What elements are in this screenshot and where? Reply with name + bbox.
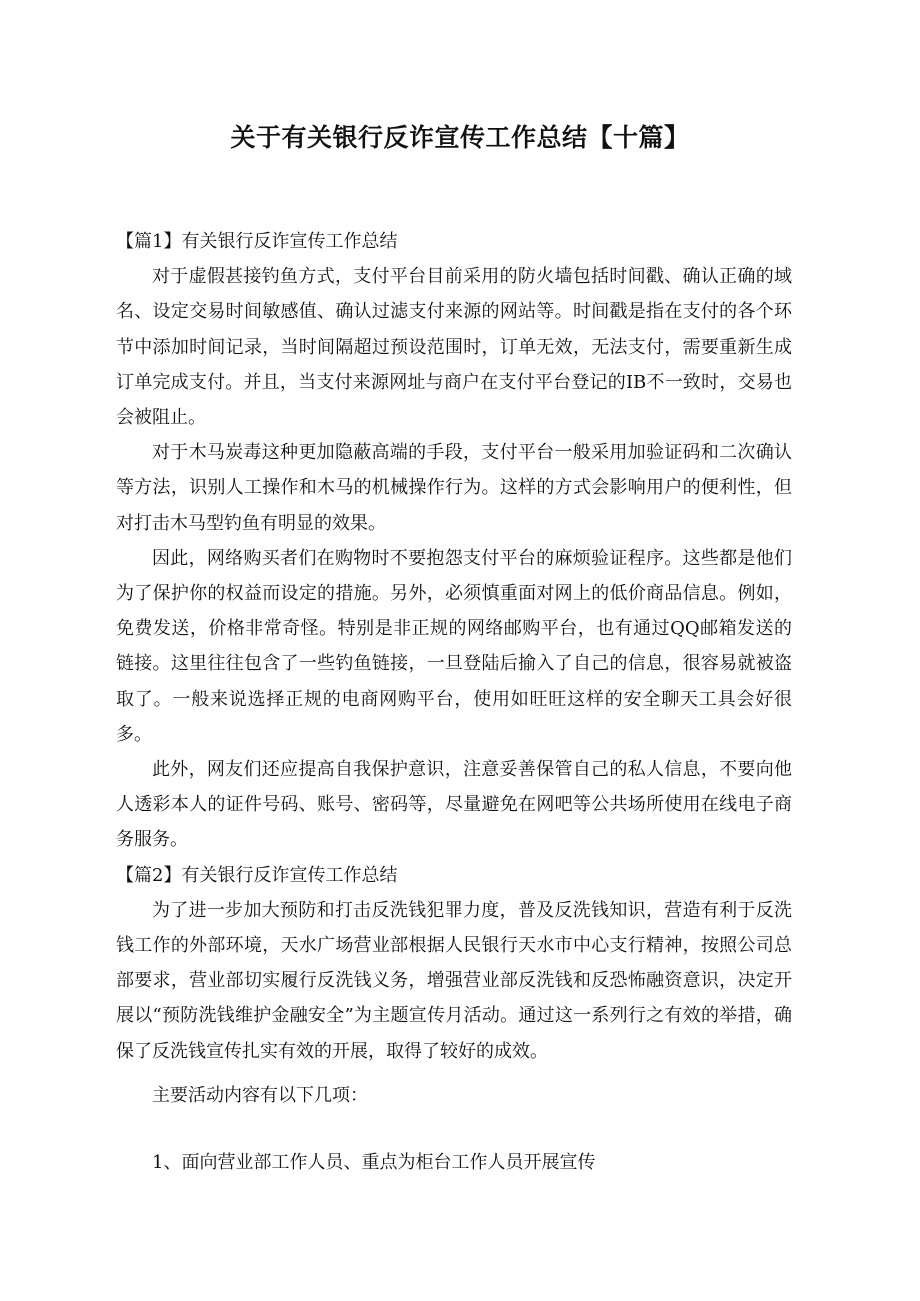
section-2 xyxy=(116,858,792,1181)
list-item: 1、面向营业部工作人员、重点为柜台工作人员开展宣传 xyxy=(152,1152,596,1174)
paragraph: 因此，网络购买者们在购物时不要抱怨支付平台的麻烦验证程序。这些都是他们为了保护你的权益而设定的措施。另外，必须慎重面对网上的低价商品信息。例如，免费发送，价格非常奇怪。特别是非正规的网络邮购平台，也有通过QQ邮箱发送的链接。这里往往包含了一些钓鱼链接，一旦登陆后揄入了自己的信息，很容易就被盗取了。一般来说选择正规的电商网购平台，使用如旺旺这样的安全聊天工具会好很多。 xyxy=(116,547,792,745)
paragraph: 此外，网友们还应提高自我保护意识，注意妥善保管自己的私人信息，不要向他人透彩本人的证件号码、账号、密码等，尽量避免在网吧等公共场所使用在线电子商务服务。 xyxy=(116,759,792,851)
section-heading: 【篇2】有关银行反诈宣传工作总结 xyxy=(116,864,398,886)
section-1 xyxy=(116,224,792,858)
document-title: 关于有关银行反诈宣传工作总结【十篇】 xyxy=(230,123,690,152)
items-intro: 主要活动内容有以下几项： xyxy=(152,1084,368,1106)
paragraph: 对于虚假甚接钓鱼方式，支付平台目前采用的防火墙包括时间戳、确认正确的域名、设定交易时间敏感值、确认过滤支付来源的网站等。时间戳是指在支付的各个环节中添加时间记录，当时间隔超过预设范围时，订单无效，无法支付，需要重新生成订单完成支付。并且，当支付来源网址与商户在支付平台登记的IB不一致时，交易也会被阻止。 xyxy=(116,266,792,429)
document-body xyxy=(116,224,792,1180)
paragraph: 为了进一步加大预防和打击反洗钱犯罪力度，普及反洗钱知识，营造有利于反洗钱工作的外部环境，天水广场营业部根据人民银行天水市中心支行精神，按照公司总部要求，营业部切实履行反洗钱义务，增强营业部反洗钱和反恐怖融资意识，决定开展以“预防洗钱维护金融安全”为主题宣传月活动。通过这一系列行之有效的举措，确保了反洗钱宣传扎实有效的开展，取得了较好的成效。 xyxy=(116,899,792,1062)
section-heading: 【篇1】有关银行反诈宣传工作总结 xyxy=(116,231,398,252)
paragraph: 对于木马炭毒这种更加隐蔽高端的手段，支付平台一般采用加验证码和二次确认等方法，识别人工操作和木马的机械操作行为。这样的方式会影响用户的便利性，但对打击木马型钓鱼有明显的效果。 xyxy=(116,442,792,534)
